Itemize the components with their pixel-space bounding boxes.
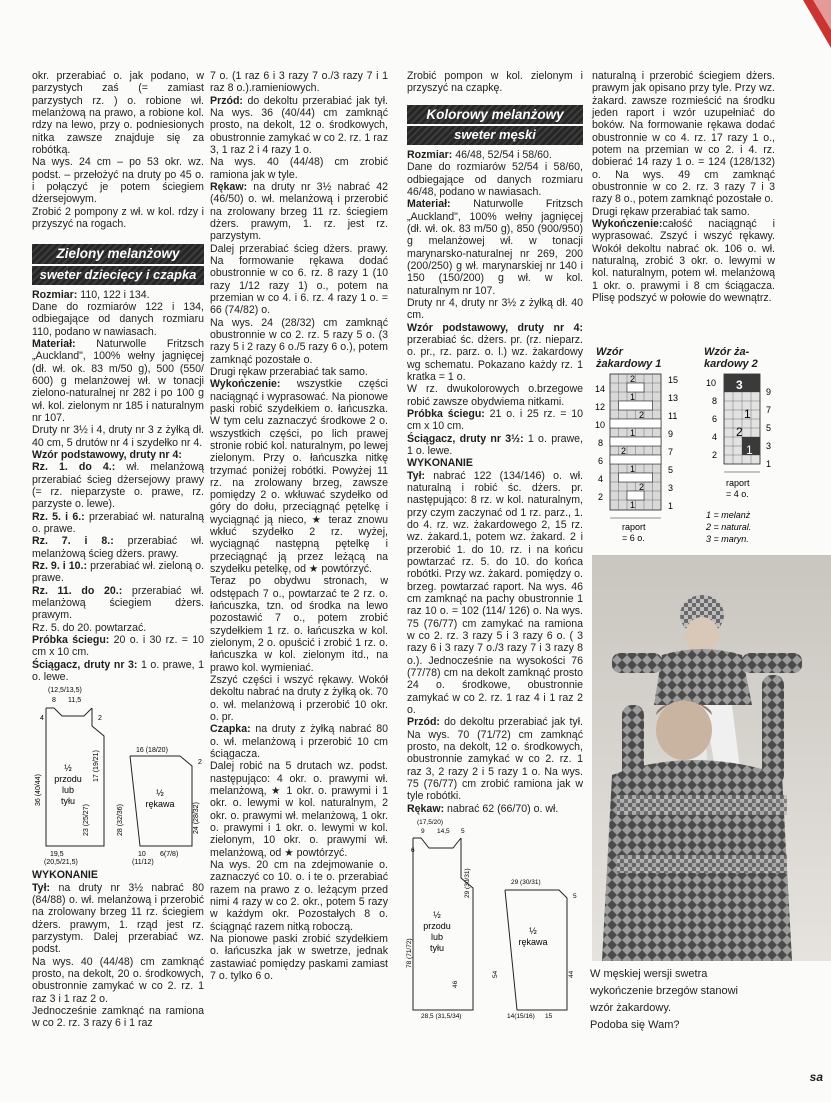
svg-text:7: 7 [668, 447, 674, 457]
chart-title: Wzór żakardowy 1 [596, 346, 662, 371]
dim-label: (17,5/20) [417, 818, 444, 826]
jacquard-grid-1 [610, 374, 661, 510]
paragraph: W rz. dwukolorowych o.brzegowe robić zawsze obydwiema nitkami. [407, 383, 583, 408]
value: na druty nr 3½ nabrać 42 (46/50) o. wł. melanżową i przerobić na zrolowany brzeg 11 rz. ściegiem dżers. prawym, 1. rz. jest rz. parzystym. [210, 180, 388, 243]
piece-label: rękawa [145, 799, 175, 810]
svg-text:9: 9 [668, 429, 674, 439]
cell-mark: 1 [630, 428, 636, 438]
paragraph: 7 o. (1 raz 6 i 3 razy 7 o./3 razy 7 i 1 raz 8 o.).ramieniowych. [210, 70, 388, 95]
svg-text:5: 5 [766, 423, 772, 433]
cell-mark: 1 [744, 407, 751, 421]
column-4 [592, 70, 775, 345]
dim-label: 44 [568, 970, 575, 978]
dim-label: (12,5/13,5) [48, 687, 82, 695]
dim-label: 28 (32/36) [117, 804, 124, 837]
value: całość naciągnąć i wyprasować. Zszyć i wszyć rękawy. Wokół dekoltu nabrać ok. 106 o. wł. naturalną, zrobić 3 okr. o. lewymi w kol. naturalnym, potem wł. melanżową 1 okr. o. prawymi i 8 cm ściągacza. Plisę podszyć w połowie do wewnątrz. [592, 217, 775, 304]
dim-label: 15 [545, 1012, 553, 1020]
label: Wykończenie: [210, 378, 281, 391]
dim-label: 2 [98, 715, 102, 723]
paragraph: Druty nr 3½ i 4, druty nr 3 z żyłką dł. 40 cm, 5 drutów nr 4 i szydełko nr 4. [32, 424, 204, 449]
svg-text:14: 14 [595, 384, 606, 394]
svg-text:7: 7 [766, 405, 772, 415]
value: nabrać 62 (66/70) o. wł. [444, 802, 559, 815]
piece-label: tyłu [60, 796, 76, 807]
piece-label: przodu [54, 774, 82, 785]
piece-label: ½ [529, 925, 537, 936]
svg-text:10: 10 [595, 420, 606, 430]
value: Naturwolle Fritzsch „Auckland", 100% wełny jagnięcej (dł. wł. ok. 83 m/50 g), 500 (550/ 600) g melanżowej wł. w tonacji zielono-naturalnej nr 282 i po 100 g wł. kol. zielonym nr 185 i naturalnym nr 107. [32, 338, 204, 424]
value: przerabiać wł. naturalną o. prawe. [32, 510, 204, 535]
svg-text:13: 13 [668, 393, 679, 403]
jacquard-grid-2 [724, 374, 760, 464]
row-numbers-right-1 [668, 375, 678, 511]
paragraph: Jednocześnie zamknąć na ramiona w co 2. rz. 3 razy 6 i 1 raz [32, 1004, 204, 1030]
piece-label: ½ [64, 763, 72, 774]
value: do dekoltu przerabiać jak tył. Na wys. 70 (71/72) cm zamknąć prosto, na dekolt, 12 o. środkowych, obustronnie zamykać w co 2. rz. 1 raz 3, 2 razy 2 i 5 razy 1 o. Na wys. 75 (76/77) cm zrobić ramiona jak w tyle robótki. [407, 716, 583, 803]
value: nabrać 122 (134/146) o. wł. naturalną i robić śc. dżers. pr. następująco: 8 rz. w kol. naturalnym, przy czym zaczynać od 1 rz. parz., 1. do 4. rz. wz. żakardowego 2, 15 rz. wz. żakard.1, potem wz. żakard. 2 i przerobić 1. do 10. rz. i na końcu powtarzać rz. 5. do 10. do końca robótki. Przy wz. żakard. pomiędzy o. brzeg. powtarzać raport. Na wys. 46 cm zamknąć na pachy obustronnie 1 raz 10 o. = 102 (114/ 126) o. Na wys. 75 (76/77) cm zamykać na ramiona w co 2. rz. 3 razy 5 i 3 razy 6 o. ( 3 razy 6 i 3 razy 7 o./3 razy 7 i 3 razy 8 o.). Jednocześnie na wysokości 76 (77/78) cm na dekolt zamknąć prosto 24 o. środkowe, obustronnie zamykać w co 2. rz. 1 raz 4 i 1 raz 2 o. [407, 469, 583, 716]
label: Ściągacz, druty nr 3½: [407, 432, 524, 445]
label: Ściągacz, druty nr 3: [32, 658, 138, 671]
legend-item: 3 = maryn. [706, 534, 749, 544]
dim-label: 10 [138, 851, 146, 859]
paragraph: okr. przerabiać o. jak podano, w parzystych zaś (= zamiast parzystych rz. ) o. robione wł. melanżową na prawo, a robione kol. rdzy na lewo, przy o. podniesionych nitka zawsze znajduje się za robótką. [32, 70, 204, 156]
label: Wzór podstawowy, druty nr 4: [32, 448, 182, 461]
value: przerabiać wł. zieloną o. prawe. [32, 559, 204, 585]
paragraph: Na wys. 40 (44/48) cm zrobić ramiona jak w tyle. [210, 156, 388, 181]
svg-text:2: 2 [598, 492, 604, 502]
section-banner-subtitle: sweter męski [407, 126, 583, 145]
svg-text:4: 4 [712, 432, 718, 442]
chart-title: Wzór ża- kardowy 2 [704, 346, 758, 371]
label: Próbka ściegu: [407, 408, 485, 420]
cell-mark: 2 [639, 482, 645, 492]
paragraph: Drugi rękaw przerabiać tak samo. [592, 205, 750, 218]
dim-label: 14(15/16) [507, 1012, 535, 1020]
dim-label: 19,5 [50, 851, 64, 859]
label: Rękaw: [210, 180, 248, 193]
section-heading: WYKONANIE [32, 869, 98, 882]
value: 1 o. prawe, 1 o. lewe. [407, 432, 583, 457]
cell-mark: 2 [639, 410, 645, 420]
value: przerabiać wł. melanżową ścieg dżers. prawy. [32, 535, 204, 560]
svg-text:5: 5 [668, 465, 674, 475]
piece-label: lub [61, 785, 75, 796]
section-banner-subtitle: sweter dziecięcy i czapka [32, 266, 204, 285]
value: 20 o. i 30 rz. = 10 cm x 10 cm. [32, 633, 204, 659]
dim-label: 36 (40/44) [35, 774, 42, 807]
value: do dekoltu przerabiać jak tył. Na wys. 36 (40/44) cm zamknąć prosto, na dekolt, 12 o. środkowych, obustronnie zamykać w co 2. rz. 1 raz 3, 1 raz 2 i 4 razy 1 o. [210, 94, 388, 156]
svg-text:4: 4 [598, 474, 604, 484]
label: Wykończenie: [592, 217, 663, 230]
label: Rozmiar: [32, 288, 78, 301]
value: wszystkie części naciągnąć i wyprasować. Na pionowe paski robić szydełkiem o. łańcuszka. W tym celu zaznaczyć środkowe 2 o. wszystkich części, po lich prawej stronie robić kol. naturalnym, po lewej zielonym. Przy o. łańcuszka nitkę trzymać poniżej robótki. Powyżej 11 rz. na zrolowany brzeg, zawsze pomiędzy 2 o. wkłuwać szydełko od góry do dołu, przeciągnąć pętelkę i wyciągnąć ją niеco, ★ teraz znowu wkłuć szydełko 2 rz. wyżej, wyciągnąć następną pętelkę i przeciągnąć ją przez leżącą na szydełku petelkę, od ★ powtórzyć. [210, 378, 388, 576]
row-numbers-left-2 [706, 378, 717, 460]
column-1 [32, 70, 204, 1095]
paragraph: Rz. 5. do 20. powtarzać. [32, 621, 147, 634]
cell-mark: 1 [630, 464, 636, 474]
dim-label: 6 [411, 846, 415, 854]
svg-text:10: 10 [706, 378, 717, 388]
piece-label: ½ [156, 788, 164, 799]
svg-text:1: 1 [668, 501, 674, 511]
value: na druty z żyłką nabrać 80 o. wł. melanżową i przerobić 10 cm ściągacza. [210, 723, 388, 761]
dim-label: 17 (19/21) [93, 750, 100, 783]
paragraph: Dane do rozmiarów 122 i 134, odbiegające od danych rozmiaru 110, podano w nawiasach. [32, 301, 204, 338]
label: Czapka: [210, 723, 251, 736]
paragraph: Teraz po obydwu stronach, w odstępach 7 o., powtarzać te 2 rz. o. łańcuszka, tzn. od środka na lewo pozostawić 7 o., potem zrobić szydełkiem 1 rz. o. łańcuszka w kol. zielonym, 2 o. opuścić i zrobić 1 rz. o. łańcuszka w kol. zielonym itd., na prawo kol. wymieniać. [210, 575, 388, 674]
cell-mark: 1 [746, 443, 753, 457]
section-heading: WYKONANIE [407, 457, 473, 470]
row-numbers-left-1 [595, 384, 605, 502]
dim-label: (20,5/21,5) [44, 859, 78, 867]
label: Próbka ściegu: [32, 633, 110, 646]
raport-value: = 4 o. [726, 489, 749, 499]
paragraph: Druty nr 4, druty nr 3½ z żyłką dł. 40 cm. [407, 297, 583, 322]
paragraph: Drugi rękaw przerabiać tak samo. [210, 365, 368, 378]
svg-text:8: 8 [712, 396, 718, 406]
label: Rz. 7. i 8.: [32, 535, 114, 548]
paragraph: Na wys. 40 (44/48) cm zamknąć prosto, na dekolt, 20 o. środkowych, obustronnie zamykać w co 2. rz. 1 raz 3 i 1 raz 2 o. [32, 955, 204, 1005]
cell-mark: 1 [630, 392, 636, 402]
legend-item: 2 = natural. [706, 522, 752, 532]
piece-label: rękawa [518, 936, 548, 947]
value: 1 o. prawe, 1 o. lewe. [32, 658, 204, 683]
paragraph: Na wys. 24 cm – po 53 okr. wz. podst. – przełożyć na druty po 45 o. i połączyć je potem ściegiem dżersejowym. [32, 156, 204, 206]
piece-label: ½ [433, 909, 441, 920]
svg-text:12: 12 [595, 402, 606, 412]
raport-label: raport [622, 522, 646, 532]
dim-label: 78 (71/72) [406, 938, 413, 968]
dim-label: 5 [573, 892, 577, 900]
dim-label: (11/12) [132, 859, 154, 867]
svg-text:8: 8 [598, 438, 604, 448]
dim-label: 29 (30/31) [464, 868, 471, 898]
svg-text:6: 6 [598, 456, 604, 466]
column-3 [407, 70, 583, 1095]
cell-mark: 1 [630, 500, 636, 510]
label: Materiał: [32, 338, 76, 351]
paragraph: Na pionowe paski zrobić szydełkiem o. łańcuszka jak w swetrze, jednak zastawiać pomiędzy paskami zamiast 7 o. tylko 6 o. [210, 932, 388, 982]
paragraph: Dalej przerabiać ścieg dżers. prawy. Na formowanie rękawa dodać obustronnie w co 6. rz. 8 razy 1 (10 razy 1/12 razy 1) o., potem na przemian w co 4. i 6. rz. 4 razy 1 o. = 66 (74/82) o. [210, 242, 388, 317]
svg-text:6: 6 [712, 414, 718, 424]
dim-label: 46 [452, 980, 459, 988]
dim-label: 4 [40, 715, 44, 723]
dim-label: 14,5 [437, 827, 450, 835]
raport-label: raport [726, 478, 750, 488]
paragraph: naturalną i przerobić ściegiem dżers. prawym jak opisano przy tyle. Przy wz. żakard. zawsze rozmieścić na środku jeden raport i wzór uzupełniać do boków. Na formowanie rękawa dodać obustronnie w co 4. rz. 17 razy 1 o., potem na przemian w co 2. i 4. rz. dobierać 14 razy 1 o. = 124 (128/132) o. Na wys. 49 cm zamknąć obustronnie w co 2. rz. 3 razy 7 i 3 razy 8 o., potem zamknąć pozostałe o. [592, 70, 775, 206]
value: przerabiać wł. melanżową ściegiem dżers. prawym. [32, 584, 205, 622]
paragraph: Zszyć części i wszyć rękawy. Wokół dekoltu nabrać na druty z żyłką ok. 70 o. wł. melanżową i przerobić 10 okr. o. pr. [210, 674, 388, 724]
label: Rozmiar: [407, 149, 453, 162]
paragraph: Dane do rozmiarów 52/54 i 58/60, odbiegające od danych rozmiaru 46/48, podano w nawiasach. [407, 161, 583, 199]
value: 21 o. i 25 rz. = 10 cm x 10 cm. [407, 408, 583, 433]
svg-text:1: 1 [766, 459, 772, 469]
photo-father-and-child [592, 555, 831, 961]
legend-item: 1 = melanż [706, 510, 751, 520]
dim-label: 8 [52, 697, 56, 705]
label: Przód: [407, 716, 440, 729]
svg-text:3: 3 [668, 483, 674, 493]
page-footer-text: sa [809, 1070, 823, 1084]
label: Rz. 11. do 20.: [32, 584, 123, 597]
cell-mark: 2 [736, 425, 743, 439]
jacquard-charts [592, 346, 792, 556]
svg-text:2: 2 [712, 450, 718, 460]
paragraph: Na wys. 20 cm na zdejmowanie o. zaznaczyć co 10. o. i te o. przerabiać razem na prawo z o. leżącym przed nimi 4 razy w co 2. okr., potem 5 razy w każdym okr. Pozostałych 8 o. ściągnąć razem nitką roboczą. [210, 859, 388, 933]
jacquard-grids [592, 346, 792, 556]
schematic-diagram-child [32, 686, 204, 866]
paragraph: Zrobić 2 pompony z wł. w kol. rdzy i przyszyć na rogach. [32, 205, 204, 230]
dim-label: 23 (25/27) [83, 804, 90, 837]
label: Wzór podstawowy, druty nr 4: [407, 321, 583, 334]
dim-label: 9 [421, 827, 425, 835]
dim-label: 5 [461, 827, 465, 835]
cell-mark: 2 [630, 374, 636, 384]
svg-text:11: 11 [668, 411, 678, 421]
paragraph: Dalej robić na 5 drutach wz. podst. następująco: 4 okr. o. prawymi wł. melanżową, ★ 1 okr. o. prawymi i 1 okr. o. lewymi w kol. naturalnym, 2 okr. o. prawymi wł. melanżową, 1 okr. o. prawymi i 1 okr. o. lewymi w kol. zielonym, 10 okr. o. prawymi wł. melanżową, od ★ powtórzyć. [210, 760, 388, 859]
section-banner: Zielony melanżowy [32, 244, 204, 264]
cell-mark: 3 [736, 378, 743, 392]
dim-label: 28,5 (31,5/34) [421, 1012, 462, 1020]
dim-label: 6(7/8) [160, 851, 179, 859]
cell-mark: 2 [621, 446, 627, 456]
value: 46/48, 52/54 i 58/60. [452, 149, 552, 162]
dim-label: 29 (30/31) [511, 878, 541, 886]
piece-label: przodu [423, 920, 451, 931]
label: Rz. 1. do 4.: [32, 461, 116, 474]
value: Naturwolle Fritzsch „Auckland", 100% wełny jagnięcej (dł. wł. ok. 83 m/50 g), 850 (900/950) g melanżowej wł. w tonacji marynarsko-naturalnej nr 269, 200 (200/250) g wł. marynarskiej nr 140 i 150 (150/200) g wł. w kol. naturalnym nr 107. [407, 198, 583, 297]
value: na druty nr 3½ nabrać 80 (84/88) o. wł. melanżową i przerobić na zrolowany brzeg 11 rz. ściegiem dżers. prawym, 1. rząd jest rz. parzystym. Dalej przerabiać wz. podst. [32, 881, 204, 956]
section-banner: Kolorowy melanżowy [407, 105, 583, 125]
label: Rękaw: [407, 802, 445, 815]
value: 110, 122 i 134. [77, 288, 150, 301]
dim-label: 16 (18/20) [136, 747, 168, 755]
dim-label: 11,5 [68, 697, 82, 705]
dim-label: 24 (28/32) [193, 802, 200, 835]
schematic-diagram-men [407, 818, 583, 1018]
column-2 [210, 70, 388, 1095]
page-corner-decoration [793, 0, 831, 48]
raport-value: = 6 o. [622, 533, 645, 543]
paragraph: Na wys. 24 (28/32) cm zamknąć obustronnie w co 2. rz. 5 razy 5 o. (3 razy 5 i 2 razy 6 o./5 razy 6 o.), potem zamknąć pozostałe o. [210, 316, 388, 366]
row-numbers-right-2 [766, 387, 771, 469]
svg-text:9: 9 [766, 387, 772, 397]
value: wł. melanżową przerabiać ścieg dżersejowy prawy (= rz. nieparzyste o. prawe, rz. parzyste o. lewe). [32, 461, 204, 511]
piece-label: lub [430, 931, 444, 942]
label: Rz. 5. i 6.: [32, 510, 85, 523]
paragraph: Zrobić pompon w kol. zielonym i przyszyć na czapkę. [407, 70, 583, 95]
label: Materiał: [407, 198, 451, 211]
svg-text:15: 15 [668, 375, 679, 385]
piece-label: tyłu [429, 942, 445, 953]
dim-label: 2 [198, 759, 202, 767]
label: Tył: [32, 881, 51, 894]
label: Rz. 9. i 10.: [32, 559, 88, 572]
photo-caption: W męskiej wersji swetra wykończenie brzegów stanowi wzór żakardowy. Podoba się Wam? [590, 968, 738, 1032]
label: Tył: [407, 469, 426, 482]
label: Przód: [210, 94, 243, 107]
value: przerabiać śc. dżers. pr. (rz. nieparz. o. pr., rz. parz. o. l.) wz. żakardowy wg schematu. Pokazano każdy rz. 1 kratka = 1 o. [407, 334, 583, 384]
dim-label: 54 [492, 970, 499, 978]
svg-text:3: 3 [766, 441, 772, 451]
